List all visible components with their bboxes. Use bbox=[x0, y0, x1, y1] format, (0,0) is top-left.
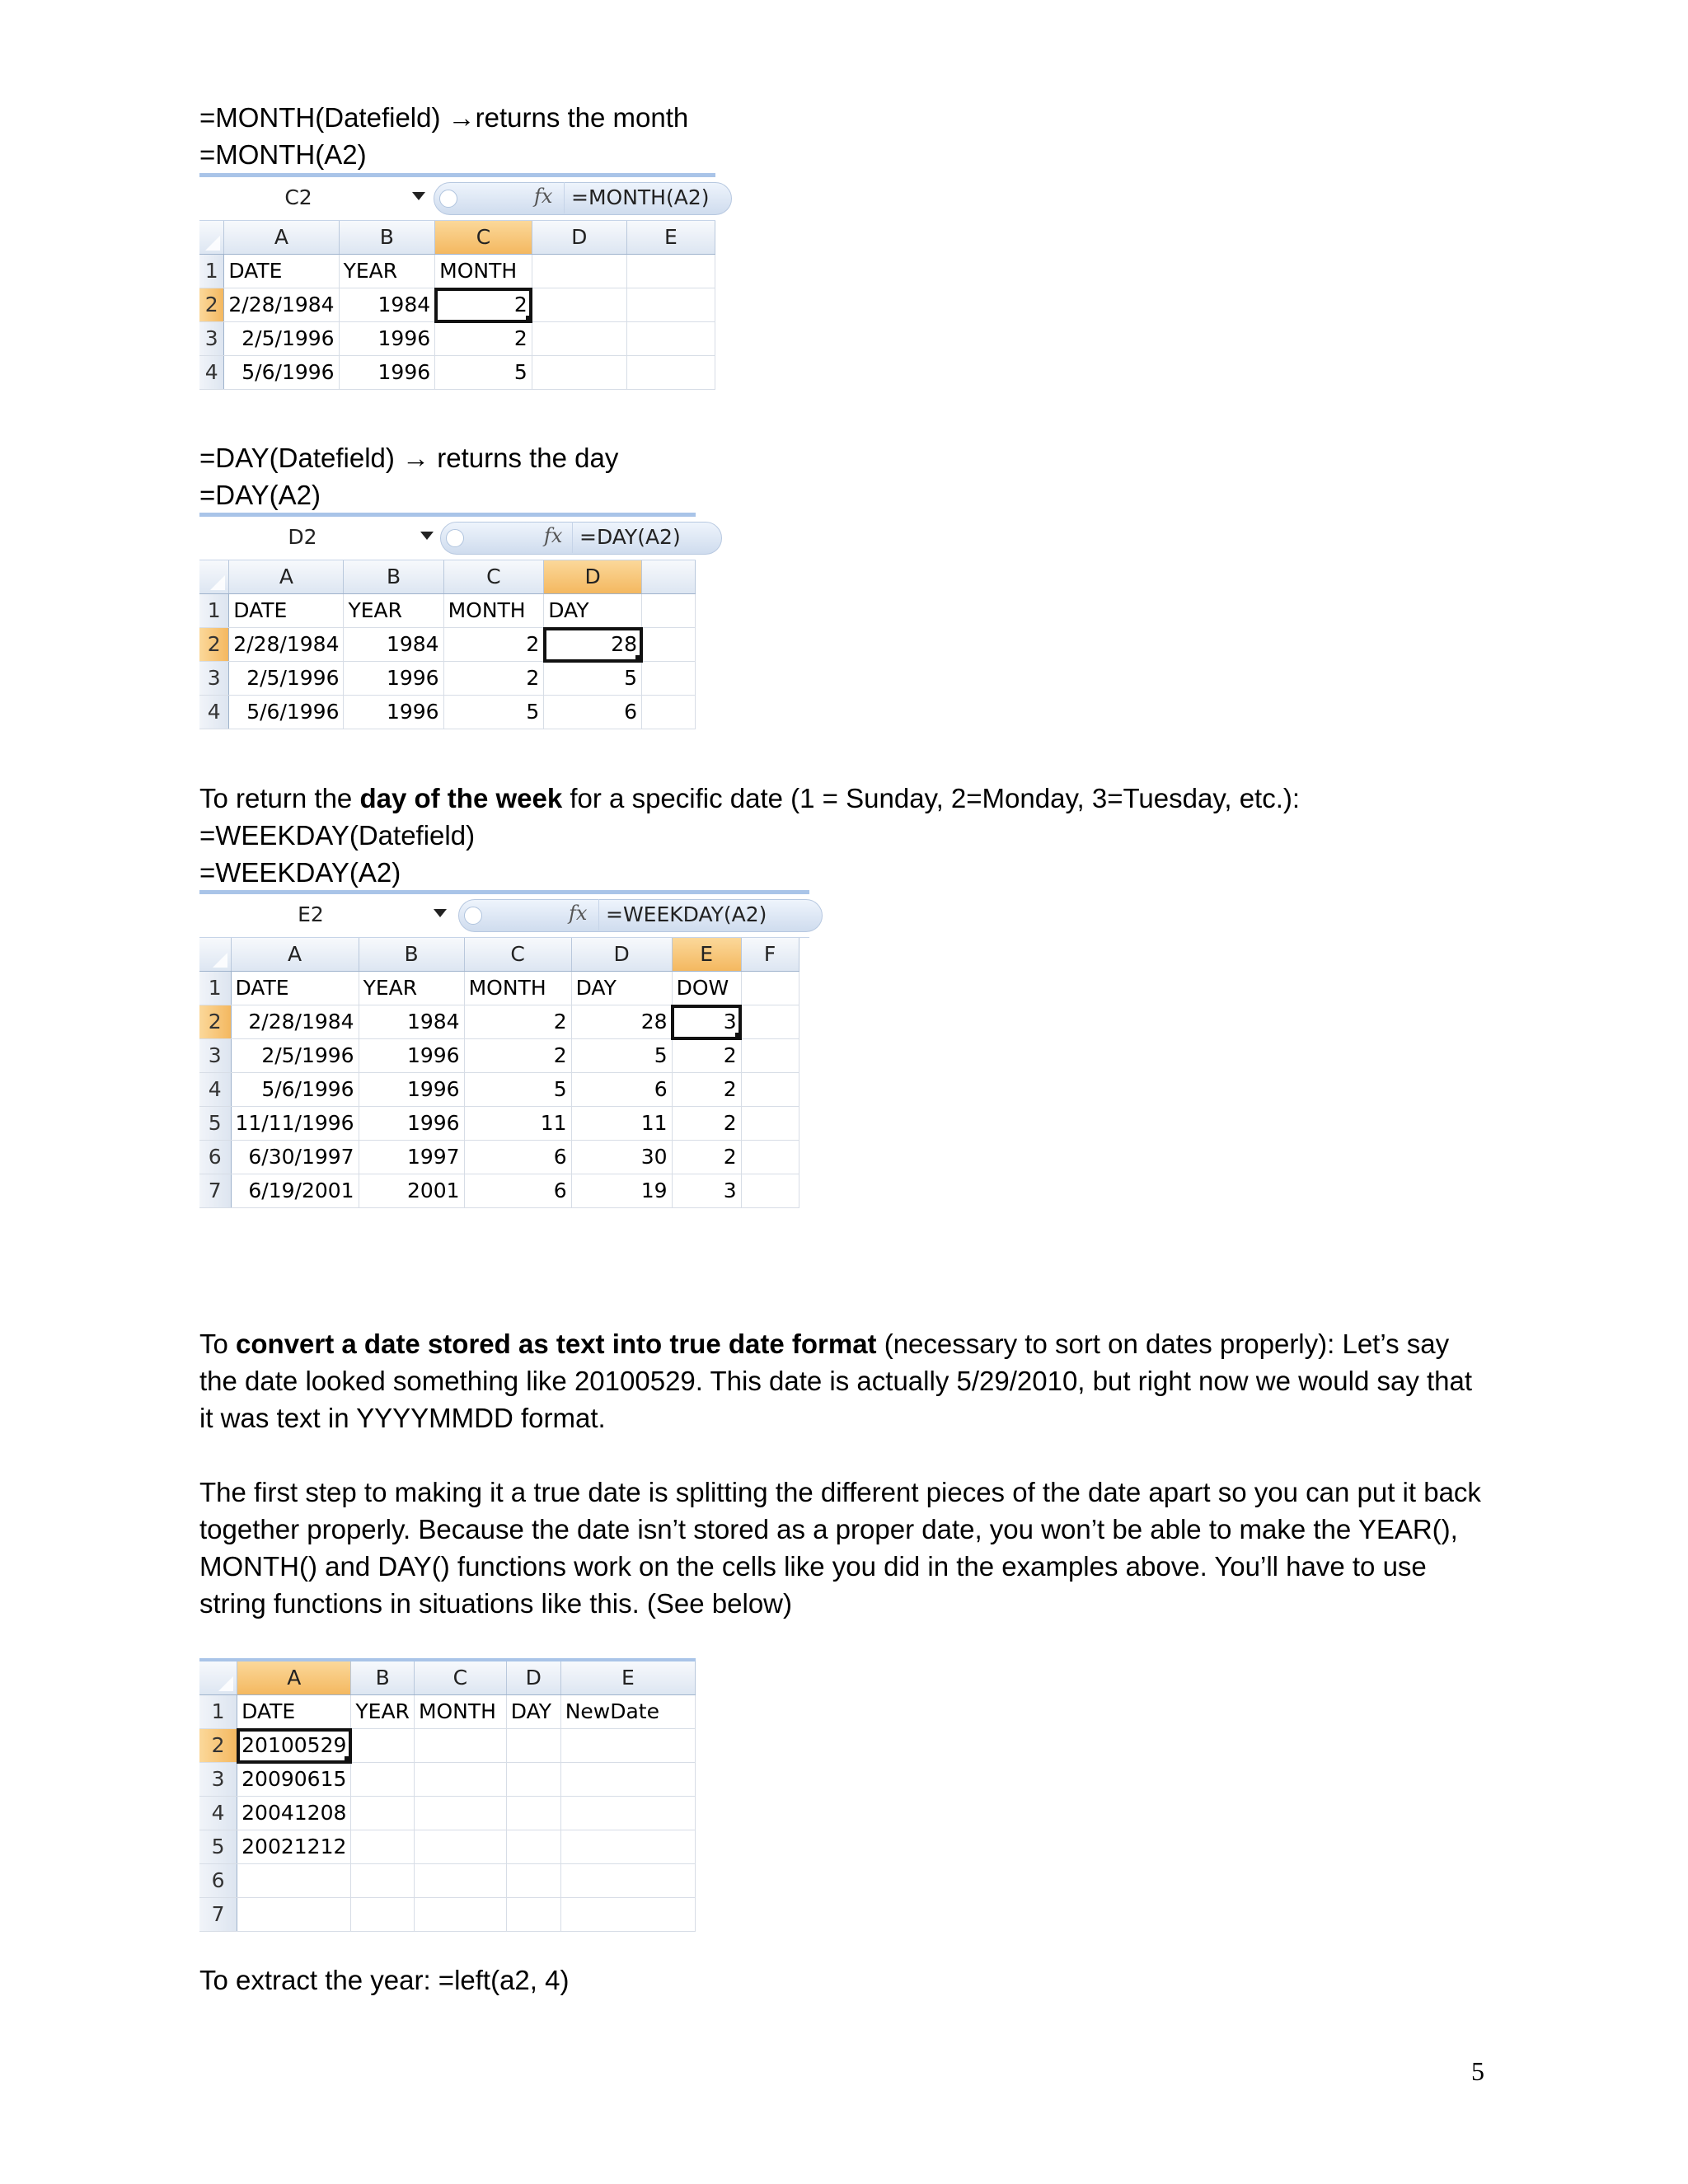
row-header[interactable]: 3 bbox=[199, 1763, 237, 1797]
formula-bar bbox=[199, 890, 809, 938]
row-header[interactable]: 4 bbox=[199, 1797, 237, 1830]
row-header[interactable]: 2 bbox=[199, 1729, 237, 1763]
cell[interactable] bbox=[506, 1763, 560, 1797]
convert-paragraph-1 bbox=[199, 1325, 1485, 1436]
cell[interactable]: DOW bbox=[672, 972, 741, 1005]
row-header[interactable]: 4 bbox=[199, 356, 224, 390]
weekday-intro-pre: To return the bbox=[199, 783, 360, 813]
row-header[interactable]: 3 bbox=[199, 1039, 231, 1073]
cell[interactable] bbox=[626, 356, 715, 390]
cell[interactable]: 6 bbox=[544, 696, 642, 729]
cell[interactable] bbox=[506, 1864, 560, 1898]
cell[interactable] bbox=[560, 1797, 695, 1830]
cell[interactable]: 20090615 bbox=[237, 1763, 351, 1797]
column-header-b[interactable]: B bbox=[351, 1660, 415, 1695]
cell[interactable] bbox=[532, 288, 626, 322]
active-cell[interactable]: 3 bbox=[672, 1005, 741, 1039]
row-header[interactable]: 1 bbox=[199, 1695, 237, 1729]
cell[interactable]: 2/28/1984 bbox=[229, 628, 344, 662]
cell[interactable]: 5/6/1996 bbox=[224, 356, 339, 390]
cell[interactable] bbox=[351, 1830, 415, 1864]
month-grid bbox=[199, 221, 715, 390]
row-header[interactable]: 6 bbox=[199, 1141, 231, 1174]
extract-year-line: To extract the year: =left(a2, 4) bbox=[199, 1965, 570, 1995]
cell[interactable] bbox=[560, 1830, 695, 1864]
convert-p1-post: (necessary to sort on dates properly): Let’s say the date looked something like 20100529. This date is actually 5/29/2010, but right now we would say that it was text in YYYYMMDD format. bbox=[199, 1329, 1473, 1433]
cell[interactable] bbox=[642, 662, 696, 696]
cell[interactable]: 1996 bbox=[339, 322, 435, 356]
cell[interactable]: 5 bbox=[464, 1073, 571, 1107]
column-header-row bbox=[199, 938, 799, 972]
table-row bbox=[199, 1005, 799, 1039]
cell[interactable] bbox=[741, 1005, 799, 1039]
column-header-e[interactable]: E bbox=[626, 221, 715, 255]
table-row bbox=[199, 662, 696, 696]
cell[interactable] bbox=[741, 972, 799, 1005]
table-row bbox=[199, 696, 696, 729]
cell[interactable]: 2/28/1984 bbox=[231, 1005, 359, 1039]
cell[interactable]: 30 bbox=[571, 1141, 672, 1174]
formula-input[interactable]: =DAY(A2) bbox=[572, 522, 681, 553]
month-syntax-line: =MONTH(Datefield) →returns the month bbox=[199, 102, 689, 133]
cell[interactable] bbox=[351, 1864, 415, 1898]
name-box[interactable]: D2 bbox=[288, 525, 317, 549]
cell[interactable] bbox=[741, 1174, 799, 1208]
row-header[interactable]: 7 bbox=[199, 1898, 237, 1932]
formula-bar bbox=[199, 513, 696, 560]
cell[interactable]: NewDate bbox=[560, 1695, 695, 1729]
table-row bbox=[199, 1107, 799, 1141]
cell[interactable]: 2 bbox=[672, 1107, 741, 1141]
active-cell[interactable]: 28 bbox=[544, 628, 642, 662]
cell[interactable] bbox=[741, 1073, 799, 1107]
table-row bbox=[199, 1695, 696, 1729]
cell[interactable]: YEAR bbox=[359, 972, 464, 1005]
cell[interactable]: 2 bbox=[443, 628, 544, 662]
day-example-line: =DAY(A2) bbox=[199, 480, 321, 510]
column-header-row bbox=[199, 1660, 696, 1695]
cell[interactable]: DATE bbox=[231, 972, 359, 1005]
active-cell[interactable]: 2 bbox=[435, 288, 532, 322]
cell[interactable]: 11 bbox=[571, 1107, 672, 1141]
select-all-corner[interactable] bbox=[199, 1660, 237, 1695]
cell[interactable]: 2 bbox=[435, 322, 532, 356]
cell[interactable]: 2 bbox=[672, 1039, 741, 1073]
formula-input[interactable]: =WEEKDAY(A2) bbox=[598, 899, 767, 930]
cell[interactable] bbox=[237, 1898, 351, 1932]
table-row bbox=[199, 1864, 696, 1898]
cell[interactable]: 6/30/1997 bbox=[231, 1141, 359, 1174]
column-header-e[interactable]: E bbox=[672, 938, 741, 972]
fx-icon[interactable]: fx bbox=[569, 902, 588, 925]
table-row bbox=[199, 594, 696, 628]
cell[interactable] bbox=[414, 1830, 506, 1864]
cell[interactable] bbox=[626, 288, 715, 322]
active-cell[interactable]: 20100529 bbox=[237, 1729, 351, 1763]
cell[interactable] bbox=[351, 1898, 415, 1932]
cell[interactable]: 6/19/2001 bbox=[231, 1174, 359, 1208]
cell[interactable]: 2/5/1996 bbox=[231, 1039, 359, 1073]
cell[interactable]: 5/6/1996 bbox=[229, 696, 344, 729]
row-header[interactable]: 5 bbox=[199, 1107, 231, 1141]
cell[interactable] bbox=[414, 1729, 506, 1763]
cell[interactable]: 1997 bbox=[359, 1141, 464, 1174]
cell[interactable]: 1984 bbox=[344, 628, 443, 662]
day-syntax-line: =DAY(Datefield) → returns the day bbox=[199, 443, 619, 473]
cell[interactable]: MONTH bbox=[435, 255, 532, 288]
column-header-e[interactable]: E bbox=[560, 1660, 695, 1695]
cell[interactable]: 2 bbox=[464, 1039, 571, 1073]
table-row bbox=[199, 1763, 696, 1797]
cell[interactable]: 5 bbox=[435, 356, 532, 390]
cell[interactable] bbox=[560, 1864, 695, 1898]
cell[interactable]: 1996 bbox=[344, 696, 443, 729]
cell[interactable]: 5 bbox=[571, 1039, 672, 1073]
cell[interactable]: 28 bbox=[571, 1005, 672, 1039]
table-row bbox=[199, 356, 715, 390]
cell[interactable] bbox=[642, 628, 696, 662]
cell[interactable]: 11/11/1996 bbox=[231, 1107, 359, 1141]
cell[interactable] bbox=[506, 1729, 560, 1763]
weekday-intro-post: for a specific date (1 = Sunday, 2=Monday, 3=Tuesday, etc.): bbox=[562, 783, 1301, 813]
select-all-corner[interactable] bbox=[199, 938, 231, 972]
cell[interactable] bbox=[626, 322, 715, 356]
fx-icon[interactable]: fx bbox=[544, 524, 563, 547]
cell[interactable]: DATE bbox=[229, 594, 344, 628]
cell[interactable]: MONTH bbox=[414, 1695, 506, 1729]
cell[interactable] bbox=[414, 1763, 506, 1797]
cell[interactable]: YEAR bbox=[351, 1695, 415, 1729]
cell[interactable] bbox=[642, 696, 696, 729]
column-header-row bbox=[199, 221, 715, 255]
cell[interactable]: 2001 bbox=[359, 1174, 464, 1208]
name-box[interactable]: E2 bbox=[298, 902, 324, 926]
cell[interactable] bbox=[532, 356, 626, 390]
column-header-f[interactable]: F bbox=[741, 938, 799, 972]
column-header-a[interactable]: A bbox=[229, 560, 344, 594]
chevron-down-icon[interactable] bbox=[420, 532, 434, 540]
table-row bbox=[199, 628, 696, 662]
table-row bbox=[199, 1797, 696, 1830]
month-spreadsheet bbox=[199, 173, 715, 384]
column-header-d[interactable]: D bbox=[506, 1660, 560, 1695]
column-header-c[interactable]: C bbox=[443, 560, 544, 594]
cell[interactable]: 2 bbox=[672, 1073, 741, 1107]
row-header[interactable]: 2 bbox=[199, 288, 224, 322]
column-header-a[interactable]: A bbox=[224, 221, 339, 255]
cell[interactable]: MONTH bbox=[443, 594, 544, 628]
row-header[interactable]: 2 bbox=[199, 628, 229, 662]
column-header-blank[interactable] bbox=[642, 560, 696, 594]
cell[interactable]: 2/28/1984 bbox=[224, 288, 339, 322]
row-header[interactable]: 5 bbox=[199, 1830, 237, 1864]
row-header[interactable]: 1 bbox=[199, 972, 231, 1005]
cell[interactable] bbox=[560, 1763, 695, 1797]
cell[interactable]: 1996 bbox=[359, 1107, 464, 1141]
cell[interactable] bbox=[532, 255, 626, 288]
cell[interactable] bbox=[351, 1797, 415, 1830]
table-row bbox=[199, 972, 799, 1005]
convert-p1-bold: convert a date stored as text into true date format bbox=[236, 1329, 877, 1359]
column-header-b[interactable]: B bbox=[344, 560, 443, 594]
cell[interactable]: 20041208 bbox=[237, 1797, 351, 1830]
cell[interactable] bbox=[414, 1797, 506, 1830]
formula-bar bbox=[199, 173, 715, 221]
cell[interactable] bbox=[560, 1729, 695, 1763]
cell[interactable]: DAY bbox=[571, 972, 672, 1005]
select-all-corner[interactable] bbox=[199, 221, 224, 255]
cell[interactable]: 6 bbox=[571, 1073, 672, 1107]
cell[interactable]: YEAR bbox=[344, 594, 443, 628]
column-header-b[interactable]: B bbox=[359, 938, 464, 972]
row-header[interactable]: 3 bbox=[199, 322, 224, 356]
fx-icon[interactable]: fx bbox=[534, 185, 553, 208]
cell[interactable]: 2 bbox=[464, 1005, 571, 1039]
page-number: 5 bbox=[1471, 2056, 1484, 2086]
cell[interactable]: 3 bbox=[672, 1174, 741, 1208]
cell[interactable]: 1984 bbox=[359, 1005, 464, 1039]
cell[interactable]: 2/5/1996 bbox=[224, 322, 339, 356]
cell[interactable]: DAY bbox=[544, 594, 642, 628]
table-row bbox=[199, 1073, 799, 1107]
column-header-b[interactable]: B bbox=[339, 221, 435, 255]
cell[interactable]: 19 bbox=[571, 1174, 672, 1208]
weekday-example-line: =WEEKDAY(A2) bbox=[199, 857, 401, 888]
table-row bbox=[199, 1141, 799, 1174]
table-row bbox=[199, 255, 715, 288]
row-header[interactable]: 3 bbox=[199, 662, 229, 696]
cell[interactable] bbox=[532, 322, 626, 356]
day-spreadsheet bbox=[199, 513, 696, 724]
row-header[interactable]: 1 bbox=[199, 255, 224, 288]
cell[interactable]: 5 bbox=[544, 662, 642, 696]
chevron-down-icon[interactable] bbox=[434, 909, 447, 917]
cell[interactable]: 1996 bbox=[359, 1039, 464, 1073]
column-header-a[interactable]: A bbox=[231, 938, 359, 972]
cell[interactable]: 1996 bbox=[339, 356, 435, 390]
cell[interactable]: 1984 bbox=[339, 288, 435, 322]
cell[interactable]: 2 bbox=[443, 662, 544, 696]
row-header[interactable]: 4 bbox=[199, 1073, 231, 1107]
column-header-d[interactable]: D bbox=[532, 221, 626, 255]
row-header[interactable]: 6 bbox=[199, 1864, 237, 1898]
cell[interactable]: DAY bbox=[506, 1695, 560, 1729]
cell[interactable]: DATE bbox=[237, 1695, 351, 1729]
table-row bbox=[199, 1898, 696, 1932]
table-row bbox=[199, 322, 715, 356]
weekday-intro bbox=[199, 780, 1300, 817]
weekday-grid bbox=[199, 938, 799, 1208]
month-example-line: =MONTH(A2) bbox=[199, 139, 367, 170]
row-header[interactable]: 2 bbox=[199, 1005, 231, 1039]
row-header[interactable]: 7 bbox=[199, 1174, 231, 1208]
column-header-c[interactable]: C bbox=[435, 221, 532, 255]
cell[interactable]: 2/5/1996 bbox=[229, 662, 344, 696]
cell[interactable] bbox=[351, 1763, 415, 1797]
chevron-down-icon[interactable] bbox=[412, 192, 425, 200]
cell[interactable] bbox=[560, 1898, 695, 1932]
column-header-d[interactable]: D bbox=[544, 560, 642, 594]
cell[interactable] bbox=[414, 1864, 506, 1898]
cell[interactable] bbox=[506, 1797, 560, 1830]
cell[interactable]: 1996 bbox=[359, 1073, 464, 1107]
name-box[interactable]: C2 bbox=[284, 185, 312, 209]
table-row bbox=[199, 288, 715, 322]
cell[interactable]: DATE bbox=[224, 255, 339, 288]
day-grid bbox=[199, 560, 696, 729]
convert-paragraph-2: The first step to making it a true date is splitting the different pieces of the date apart so you can put it back together properly. Because the date isn’t stored as a proper date, you won’t be able to make the YEAR(), MONTH() and DAY() functions work on the cells like you did in the examples above. You’ll have to use string functions in situations like this. (See below) bbox=[199, 1477, 1481, 1619]
formula-input[interactable]: =MONTH(A2) bbox=[564, 182, 709, 213]
cell[interactable] bbox=[506, 1898, 560, 1932]
cell[interactable]: 6 bbox=[464, 1141, 571, 1174]
weekday-syntax-line: =WEEKDAY(Datefield) bbox=[199, 820, 476, 851]
table-row bbox=[199, 1039, 799, 1073]
cell[interactable] bbox=[506, 1830, 560, 1864]
cell[interactable]: 1996 bbox=[344, 662, 443, 696]
cell[interactable]: 11 bbox=[464, 1107, 571, 1141]
column-header-row bbox=[199, 560, 696, 594]
table-row bbox=[199, 1729, 696, 1763]
cell[interactable] bbox=[642, 594, 696, 628]
convert-grid bbox=[199, 1658, 696, 1932]
cell[interactable] bbox=[741, 1141, 799, 1174]
column-header-a[interactable]: A bbox=[237, 1660, 351, 1695]
cell[interactable] bbox=[237, 1864, 351, 1898]
select-all-corner[interactable] bbox=[199, 560, 229, 594]
cell[interactable] bbox=[414, 1898, 506, 1932]
convert-spreadsheet bbox=[199, 1658, 696, 1927]
weekday-intro-bold: day of the week bbox=[359, 783, 563, 813]
table-row bbox=[199, 1174, 799, 1208]
row-header[interactable]: 4 bbox=[199, 696, 229, 729]
cell[interactable]: 5 bbox=[443, 696, 544, 729]
cell[interactable] bbox=[741, 1039, 799, 1073]
cell[interactable] bbox=[741, 1107, 799, 1141]
cell[interactable]: MONTH bbox=[464, 972, 571, 1005]
cell[interactable] bbox=[626, 255, 715, 288]
cell[interactable]: 6 bbox=[464, 1174, 571, 1208]
column-header-d[interactable]: D bbox=[571, 938, 672, 972]
cell[interactable] bbox=[351, 1729, 415, 1763]
convert-p1-pre: To bbox=[199, 1329, 237, 1359]
weekday-spreadsheet bbox=[199, 890, 809, 1216]
row-header[interactable]: 1 bbox=[199, 594, 229, 628]
cell[interactable]: 20021212 bbox=[237, 1830, 351, 1864]
cell[interactable]: 2 bbox=[672, 1141, 741, 1174]
cell[interactable]: YEAR bbox=[339, 255, 435, 288]
column-header-c[interactable]: C bbox=[414, 1660, 506, 1695]
column-header-c[interactable]: C bbox=[464, 938, 571, 972]
cell[interactable]: 5/6/1996 bbox=[231, 1073, 359, 1107]
table-row bbox=[199, 1830, 696, 1864]
